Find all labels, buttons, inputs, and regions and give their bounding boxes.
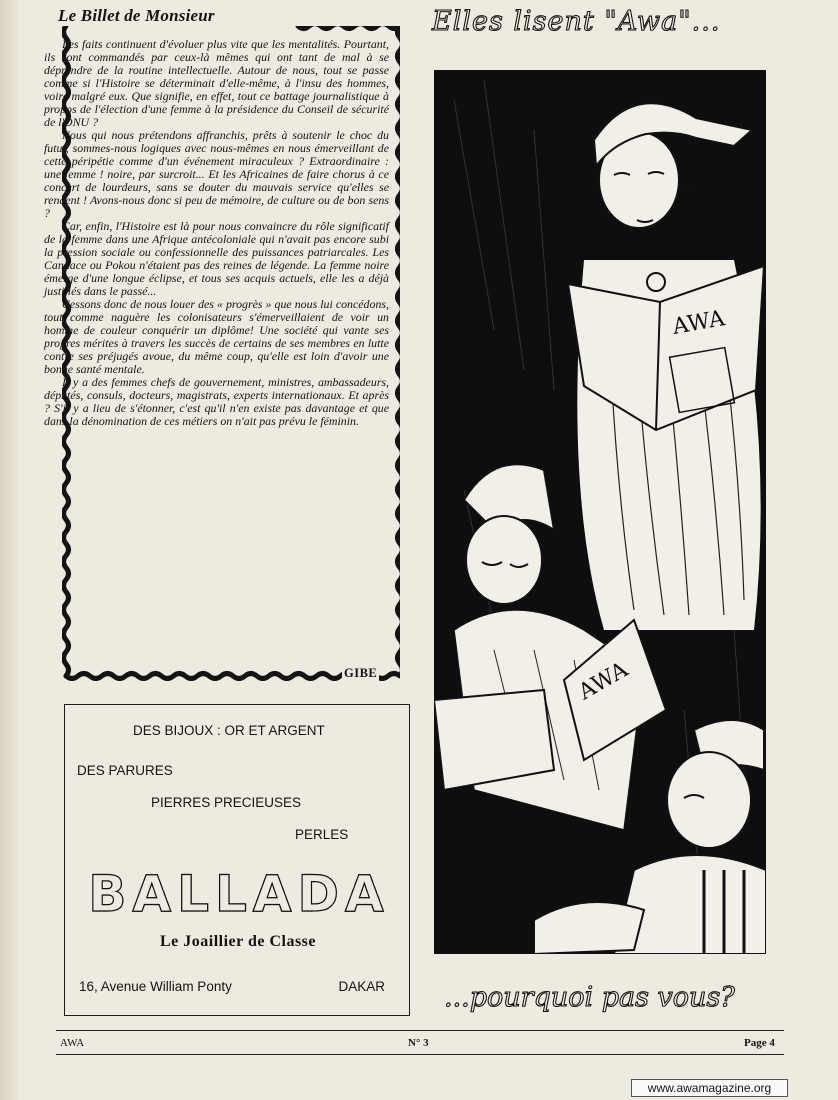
brand-name: BALLADA [79, 865, 399, 923]
ad-city: DAKAR [338, 979, 385, 994]
magazine-label: AWA [574, 657, 633, 706]
billet-paragraph: Nous qui nous prétendons affranchis, prêts à soutenir le choc du futur, sommes-nous logiques avec nous-mêmes en nous émerveillant de cette péripétie comme d'un événement miraculeux ? Extraordinaire : une femme ! noire, par surcroit... Et les Africaines de faire chorus à ce concert de lourdeurs, sans se douter du mauvais service qu'elles se rendent ! Avons-nous donc si peu de mémoire, de culture ou de bon sens ? [44, 128, 389, 220]
billet-article [44, 38, 389, 428]
author-signature: GIBE [344, 666, 378, 680]
billet-paragraph: Il y a des femmes chefs de gouvernement, ministres, ambassadeurs, députés, consuls, docteurs, magistrats, experts internationaux. Et après ? S'il y a lieu de s'étonner, c'est qu'il n'en existe pas davantage et que dans la dénomination de ces métiers on n'ait pas prévu le féminin. [44, 375, 389, 428]
website-watermark: www.awamagazine.org [631, 1079, 788, 1097]
ad-line-pearls: PERLES [295, 827, 349, 842]
billet-paragraph: Cessons donc de nous louer des « progrès » que nous lui concédons, tout comme naguère les colonisateurs s'émerveillaient de voir un homme de couleur conquérir un diplôme! Une société qui vante ses propres mérites à travers les succès de certains de ses membres en lutte contre ses préjugés avoue, du même coup, qu'elle est loin d'avoir une bonne santé mentale. [44, 297, 389, 376]
ballada-advertisement [64, 704, 410, 1016]
folio-rule-bottom [56, 1054, 784, 1055]
promo-headline: Elles lisent "Awa"... [432, 6, 721, 37]
page-edge [0, 0, 18, 1100]
ad-line-stones: PIERRES PRECIEUSES [151, 795, 302, 810]
folio-page: Page 4 [744, 1037, 775, 1049]
brand-tagline: Le Joaillier de Classe [159, 933, 317, 950]
billet-paragraph: Car, enfin, l'Histoire est là pour nous convaincre du rôle significatif de la femme dans une Afrique antécoloniale qui n'avait pas encore subi la pression sociale ou confessionnelle des puissances patriarcales. Les Candace ou Pokou n'étaient pas des reines de légende. La femme noire émerge d'une longue éclipse, et tous ses acquis actuels, elle les a déjà justifiés dans le passé... [44, 219, 389, 298]
ad-line-parures: DES PARURES [77, 763, 173, 778]
folio-magazine: AWA [60, 1037, 85, 1049]
women-reading-illustration [434, 70, 766, 954]
folio-rule-top [56, 1030, 784, 1031]
illustration-icon [434, 70, 766, 954]
folio-issue: N° 3 [408, 1037, 429, 1049]
ad-address: 16, Avenue William Ponty [79, 979, 232, 994]
magazine-label: AWA [670, 306, 727, 340]
billet-paragraph: Les faits continuent d'évoluer plus vite que les mentalités. Pourtant, ils sont commandés par ceux-là mêmes qui ont tant de mal à se déprendre de la routine intellectuelle. Autour de nous, tout se passe comme si l'Histoire se déterminait d'elle-même, à l'insu des hommes, voire malgré eux. Que signifie, en effet, tout ce battage journalistique à propos de l'élection d'une femme à la présidence du Conseil de sécurité de l'ONU ? [44, 37, 389, 129]
billet-title: Le Billet de Monsieur [58, 6, 215, 25]
promo-footer: ...pourquoi pas vous? [444, 982, 735, 1013]
ad-line-jewels: DES BIJOUX : OR ET ARGENT [133, 723, 325, 738]
